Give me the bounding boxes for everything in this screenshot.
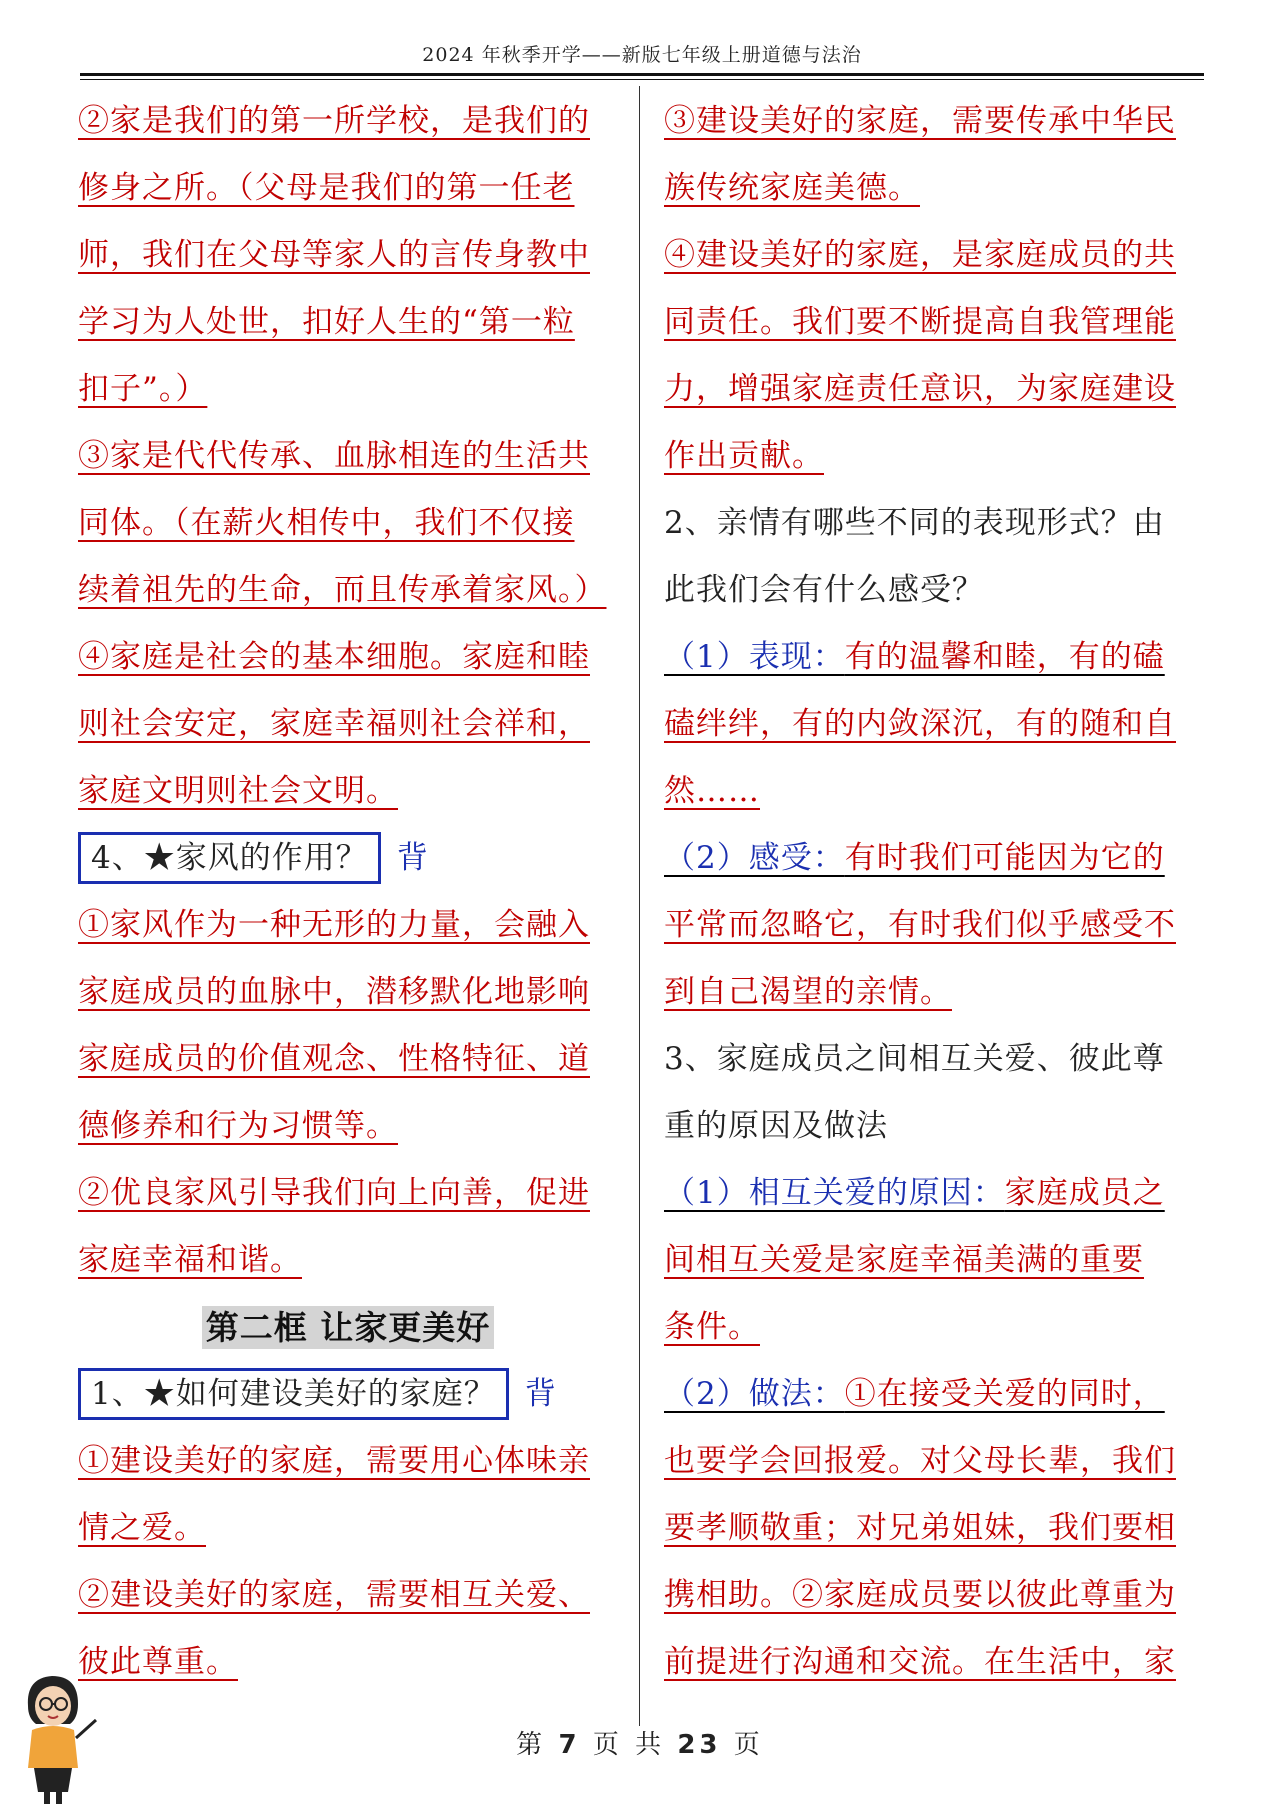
answer-line: ③家是代代传承、血脉相连的生活共 [78, 438, 590, 474]
left-column [78, 88, 618, 1696]
memorize-tag: 背 [396, 840, 429, 876]
answer-line: 则社会安定，家庭幸福则社会祥和， [78, 706, 590, 742]
answer-line: 要孝顺敬重；对兄弟姐妹，我们要相 [664, 1510, 1176, 1546]
answer-line: 续着祖先的生命，而且传承着家风。） [78, 572, 607, 608]
answer-line: 间相互关爱是家庭幸福美满的重要 [664, 1242, 1144, 1278]
answer-label: （2）做法： [664, 1376, 845, 1412]
answer-line: ④家庭是社会的基本细胞。家庭和睦 [78, 639, 590, 675]
column-divider [639, 86, 640, 1726]
question-2-line: 此我们会有什么感受？ [664, 572, 984, 608]
footer-suffix: 页 [733, 1730, 764, 1760]
answer-line: 修身之所。（父母是我们的第一任老 [78, 170, 575, 206]
total-pages: 23 [677, 1730, 722, 1760]
answer-line: 师，我们在父母等家人的言传身教中 [78, 237, 590, 273]
answer-line: ①家风作为一种无形的力量，会融入 [78, 907, 590, 943]
answer-line: ②优良家风引导我们向上向善，促进 [78, 1175, 590, 1211]
question-2-line: 2、亲情有哪些不同的表现形式？由 [664, 505, 1165, 541]
answer-line: 德修养和行为习惯等。 [78, 1108, 398, 1144]
answer-line: 彼此尊重。 [78, 1644, 238, 1680]
page-header: 2024 年秋季开学——新版七年级上册道德与法治 [422, 44, 862, 66]
answer-line: ①建设美好的家庭，需要用心体味亲 [78, 1443, 590, 1479]
answer-line: 家庭成员的价值观念、性格特征、道 [78, 1041, 590, 1077]
answer-line: 家庭幸福和谐。 [78, 1242, 302, 1278]
answer-line: 有时我们可能因为它的 [844, 840, 1165, 876]
answer-line: 平常而忽略它，有时我们似乎感受不 [664, 907, 1176, 943]
footer-mid: 页 共 [592, 1730, 666, 1760]
question-3-line: 重的原因及做法 [664, 1108, 888, 1144]
header-rule-thin [80, 79, 1204, 80]
answer-line: 情之爱。 [78, 1510, 206, 1546]
answer-line: 到自己渴望的亲情。 [664, 974, 952, 1010]
answer-label: （2）感受： [664, 840, 845, 876]
answer-line: ③建设美好的家庭，需要传承中华民 [664, 103, 1176, 139]
answer-line: 同体。（在薪火相传中，我们不仅接 [78, 505, 575, 541]
answer-line: 家庭文明则社会文明。 [78, 773, 398, 809]
question-3-line: 3、家庭成员之间相互关爱、彼此尊 [664, 1041, 1165, 1077]
answer-line: 家庭成员之 [1004, 1175, 1165, 1211]
answer-line: 条件。 [664, 1309, 760, 1345]
answer-line: 同责任。我们要不断提高自我管理能 [664, 304, 1176, 340]
footer-prefix: 第 [516, 1730, 547, 1760]
answer-line: 力，增强家庭责任意识，为家庭建设 [664, 371, 1176, 407]
answer-line: 族传统家庭美德。 [664, 170, 920, 206]
question-1 [78, 1361, 618, 1428]
question-4 [78, 825, 618, 892]
section-title [78, 1294, 618, 1361]
section-title-text: 第二框 让家更美好 [202, 1306, 495, 1349]
answer-line: 家庭成员的血脉中，潜移默化地影响 [78, 974, 590, 1010]
answer-line: ②家是我们的第一所学校，是我们的 [78, 103, 590, 139]
right-column [664, 88, 1204, 1696]
answer-label: （1）表现： [664, 639, 845, 675]
answer-line: 前提进行沟通和交流。在生活中，家 [664, 1644, 1176, 1680]
answer-line: 磕绊绊，有的内敛深沉，有的随和自 [664, 706, 1176, 742]
header-rule-thick [80, 73, 1204, 76]
answer-line: 扣子”。） [78, 371, 208, 407]
answer-line: 学习为人处世，扣好人生的“第一粒 [78, 304, 575, 340]
page-footer [0, 1724, 1280, 1761]
answer-line: ①在接受关爱的同时， [844, 1376, 1165, 1412]
answer-label: （1）相互关爱的原因： [664, 1175, 1005, 1211]
answer-line: ④建设美好的家庭，是家庭成员的共 [664, 237, 1176, 273]
current-page: 7 [558, 1730, 581, 1760]
answer-line: 作出贡献。 [664, 438, 824, 474]
memorize-tag: 背 [524, 1376, 557, 1412]
question-box: 1、★如何建设美好的家庭？ [78, 1368, 509, 1420]
answer-line: 然…… [664, 773, 760, 809]
answer-line: 也要学会回报爱。对父母长辈，我们 [664, 1443, 1176, 1479]
answer-line: 有的温馨和睦，有的磕 [844, 639, 1165, 675]
answer-line: 携相助。②家庭成员要以彼此尊重为 [664, 1577, 1176, 1613]
answer-line: ②建设美好的家庭，需要相互关爱、 [78, 1577, 590, 1613]
question-box: 4、★家风的作用？ [78, 832, 381, 884]
